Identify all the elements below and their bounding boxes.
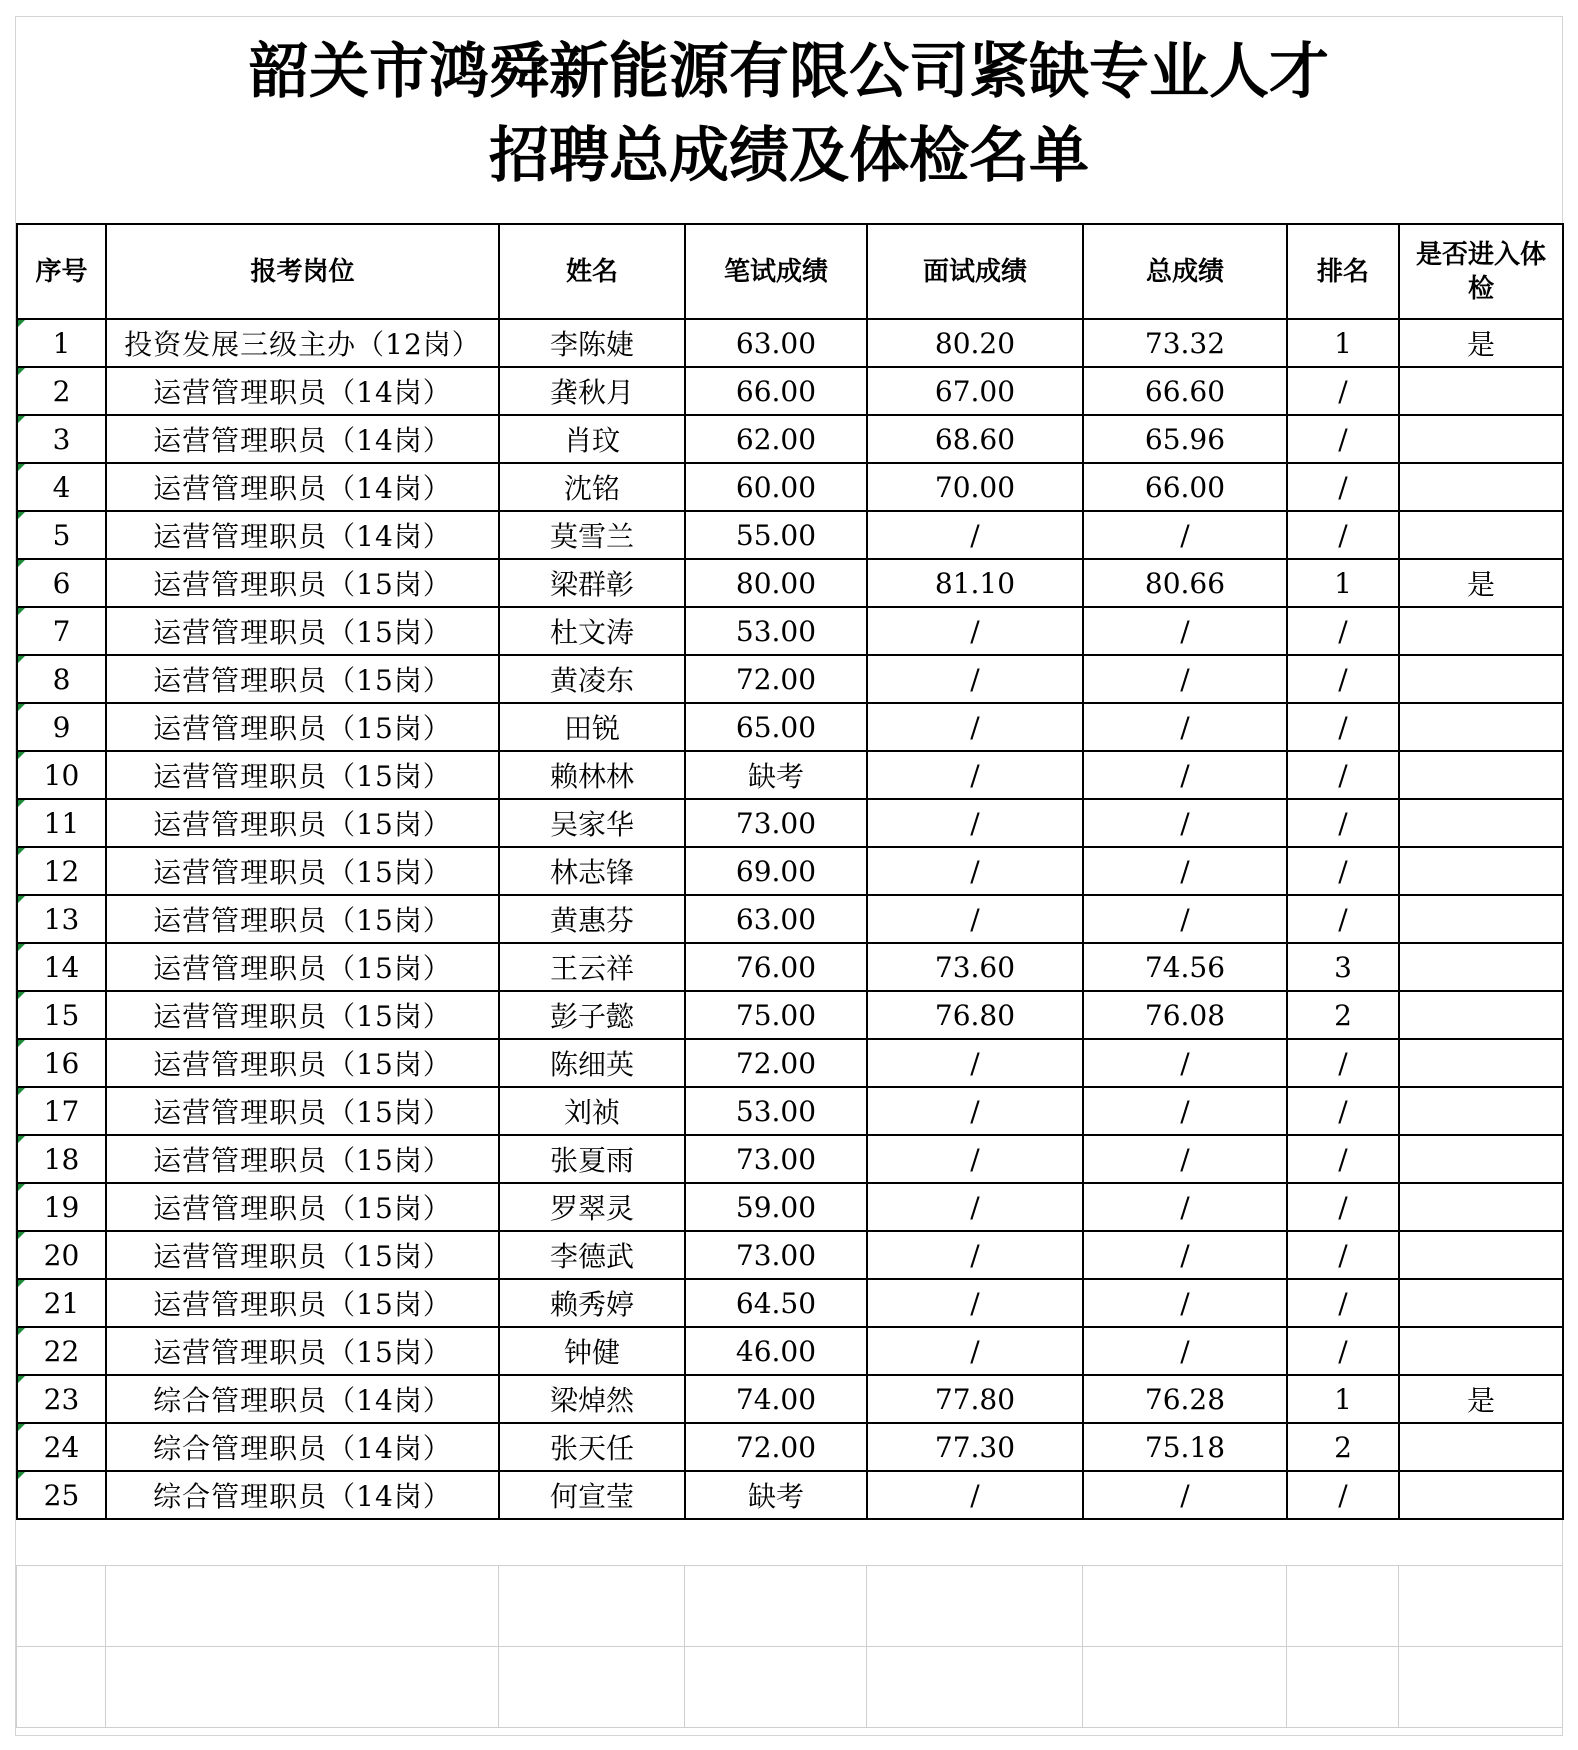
cell-interview-score: /: [867, 1231, 1083, 1279]
cell-total-score: 74.56: [1083, 943, 1287, 991]
table-row: [17, 1039, 1563, 1087]
cell-physical-exam: [1399, 703, 1563, 751]
cell-total-score: 66.00: [1083, 463, 1287, 511]
cell-total-score: 65.96: [1083, 415, 1287, 463]
cell-index: 14: [17, 943, 106, 991]
cell-rank: /: [1287, 511, 1399, 559]
cell-name: 陈细英: [499, 1039, 685, 1087]
cell-physical-exam: [1399, 1183, 1563, 1231]
cell-total-score: 66.60: [1083, 367, 1287, 415]
cell-name: 莫雪兰: [499, 511, 685, 559]
cell-total-score: 73.32: [1083, 319, 1287, 367]
cell-position: 运营管理职员（15岗）: [106, 1087, 499, 1135]
empty-cell: [17, 1566, 106, 1647]
cell-written-score: 64.50: [685, 1279, 867, 1327]
results-table: [16, 223, 1564, 1520]
cell-interview-score: /: [867, 1183, 1083, 1231]
cell-name: 彭子懿: [499, 991, 685, 1039]
cell-physical-exam: [1399, 895, 1563, 943]
cell-written-score: 76.00: [685, 943, 867, 991]
cell-total-score: /: [1083, 1231, 1287, 1279]
cell-written-score: 缺考: [685, 751, 867, 799]
cell-written-score: 72.00: [685, 1039, 867, 1087]
cell-name: 黄惠芬: [499, 895, 685, 943]
cell-physical-exam: [1399, 1327, 1563, 1375]
cell-total-score: /: [1083, 847, 1287, 895]
header-position: 报考岗位: [106, 224, 499, 319]
cell-index: 9: [17, 703, 106, 751]
table-row: [17, 607, 1563, 655]
cell-rank: /: [1287, 703, 1399, 751]
empty-cell: [106, 1647, 499, 1728]
cell-rank: /: [1287, 1231, 1399, 1279]
cell-total-score: /: [1083, 1327, 1287, 1375]
cell-name: 李德武: [499, 1231, 685, 1279]
table-row: [17, 1471, 1563, 1519]
cell-physical-exam: [1399, 367, 1563, 415]
table-row: [17, 703, 1563, 751]
empty-cell: [1083, 1647, 1287, 1728]
cell-position: 运营管理职员（15岗）: [106, 559, 499, 607]
empty-cell: [1083, 1566, 1287, 1647]
cell-name: 张天任: [499, 1423, 685, 1471]
table-row: [17, 895, 1563, 943]
cell-written-score: 缺考: [685, 1471, 867, 1519]
cell-interview-score: 68.60: [867, 415, 1083, 463]
cell-interview-score: /: [867, 847, 1083, 895]
cell-written-score: 60.00: [685, 463, 867, 511]
cell-position: 运营管理职员（15岗）: [106, 1135, 499, 1183]
header-interview-score: 面试成绩: [867, 224, 1083, 319]
cell-position: 运营管理职员（14岗）: [106, 415, 499, 463]
cell-position: 运营管理职员（15岗）: [106, 1327, 499, 1375]
cell-name: 田锐: [499, 703, 685, 751]
cell-physical-exam: 是: [1399, 319, 1563, 367]
cell-interview-score: /: [867, 799, 1083, 847]
cell-interview-score: /: [867, 655, 1083, 703]
cell-total-score: /: [1083, 1471, 1287, 1519]
table-row: [17, 1375, 1563, 1423]
cell-position: 综合管理职员（14岗）: [106, 1423, 499, 1471]
cell-written-score: 74.00: [685, 1375, 867, 1423]
cell-position: 投资发展三级主办（12岗）: [106, 319, 499, 367]
table-row: [17, 1231, 1563, 1279]
cell-name: 肖玟: [499, 415, 685, 463]
cell-written-score: 53.00: [685, 1087, 867, 1135]
cell-index: 3: [17, 415, 106, 463]
cell-name: 林志锋: [499, 847, 685, 895]
header-rank: 排名: [1287, 224, 1399, 319]
cell-total-score: /: [1083, 895, 1287, 943]
cell-physical-exam: [1399, 1423, 1563, 1471]
table-row: [17, 511, 1563, 559]
cell-interview-score: 77.30: [867, 1423, 1083, 1471]
table-row: [17, 1135, 1563, 1183]
cell-rank: 1: [1287, 559, 1399, 607]
cell-position: 综合管理职员（14岗）: [106, 1375, 499, 1423]
cell-total-score: /: [1083, 703, 1287, 751]
cell-interview-score: /: [867, 607, 1083, 655]
cell-index: 13: [17, 895, 106, 943]
cell-index: 1: [17, 319, 106, 367]
cell-position: 运营管理职员（14岗）: [106, 367, 499, 415]
cell-rank: /: [1287, 607, 1399, 655]
cell-position: 运营管理职员（15岗）: [106, 991, 499, 1039]
cell-index: 19: [17, 1183, 106, 1231]
empty-cell: [685, 1566, 867, 1647]
cell-interview-score: /: [867, 895, 1083, 943]
cell-written-score: 72.00: [685, 1423, 867, 1471]
cell-physical-exam: [1399, 1471, 1563, 1519]
cell-total-score: /: [1083, 655, 1287, 703]
cell-physical-exam: [1399, 1279, 1563, 1327]
cell-total-score: /: [1083, 1039, 1287, 1087]
cell-total-score: /: [1083, 1183, 1287, 1231]
cell-physical-exam: [1399, 607, 1563, 655]
table-row: [17, 799, 1563, 847]
cell-physical-exam: [1399, 415, 1563, 463]
cell-index: 8: [17, 655, 106, 703]
cell-index: 4: [17, 463, 106, 511]
cell-name: 张夏雨: [499, 1135, 685, 1183]
title-line-1: 韶关市鸿舜新能源有限公司紧缺专业人才: [249, 37, 1329, 107]
header-physical-exam: 是否进入体检: [1399, 224, 1563, 319]
cell-position: 运营管理职员（15岗）: [106, 703, 499, 751]
table-row: [17, 847, 1563, 895]
results-body: [17, 319, 1563, 1519]
cell-index: 17: [17, 1087, 106, 1135]
empty-cell: [867, 1647, 1083, 1728]
cell-interview-score: /: [867, 1279, 1083, 1327]
empty-row: [17, 1647, 1563, 1728]
title-line-2: 招聘总成绩及体检名单: [489, 121, 1089, 191]
cell-interview-score: 73.60: [867, 943, 1083, 991]
cell-interview-score: 77.80: [867, 1375, 1083, 1423]
cell-name: 钟健: [499, 1327, 685, 1375]
cell-interview-score: /: [867, 1087, 1083, 1135]
cell-position: 运营管理职员（15岗）: [106, 1231, 499, 1279]
cell-written-score: 66.00: [685, 367, 867, 415]
cell-physical-exam: [1399, 1135, 1563, 1183]
cell-index: 5: [17, 511, 106, 559]
cell-physical-exam: [1399, 511, 1563, 559]
cell-rank: /: [1287, 655, 1399, 703]
document-title: [16, 30, 1562, 198]
cell-position: 运营管理职员（15岗）: [106, 751, 499, 799]
empty-cell: [1399, 1566, 1563, 1647]
cell-interview-score: /: [867, 1039, 1083, 1087]
table-row: [17, 559, 1563, 607]
cell-physical-exam: [1399, 1231, 1563, 1279]
cell-index: 2: [17, 367, 106, 415]
cell-total-score: /: [1083, 607, 1287, 655]
header-written-score: 笔试成绩: [685, 224, 867, 319]
empty-row: [17, 1566, 1563, 1647]
cell-rank: /: [1287, 847, 1399, 895]
cell-index: 15: [17, 991, 106, 1039]
cell-total-score: /: [1083, 1087, 1287, 1135]
table-row: [17, 1327, 1563, 1375]
cell-index: 23: [17, 1375, 106, 1423]
cell-position: 运营管理职员（15岗）: [106, 895, 499, 943]
cell-written-score: 75.00: [685, 991, 867, 1039]
empty-cell: [1287, 1647, 1399, 1728]
table-row: [17, 991, 1563, 1039]
cell-name: 王云祥: [499, 943, 685, 991]
cell-physical-exam: 是: [1399, 1375, 1563, 1423]
cell-rank: /: [1287, 1135, 1399, 1183]
cell-written-score: 72.00: [685, 655, 867, 703]
empty-cell: [499, 1647, 685, 1728]
cell-rank: /: [1287, 799, 1399, 847]
cell-written-score: 63.00: [685, 319, 867, 367]
cell-total-score: /: [1083, 1135, 1287, 1183]
table-row: [17, 1183, 1563, 1231]
cell-position: 运营管理职员（15岗）: [106, 1039, 499, 1087]
grid-line: [15, 16, 1563, 17]
cell-physical-exam: [1399, 943, 1563, 991]
cell-position: 运营管理职员（15岗）: [106, 655, 499, 703]
cell-position: 运营管理职员（15岗）: [106, 847, 499, 895]
cell-name: 刘祯: [499, 1087, 685, 1135]
cell-rank: 1: [1287, 319, 1399, 367]
cell-total-score: 75.18: [1083, 1423, 1287, 1471]
cell-index: 24: [17, 1423, 106, 1471]
table-row: [17, 655, 1563, 703]
cell-index: 22: [17, 1327, 106, 1375]
empty-grid: [16, 1565, 1563, 1728]
empty-cell: [685, 1647, 867, 1728]
cell-index: 20: [17, 1231, 106, 1279]
cell-physical-exam: [1399, 1087, 1563, 1135]
cell-rank: /: [1287, 751, 1399, 799]
table-row: [17, 415, 1563, 463]
cell-name: 黄凌东: [499, 655, 685, 703]
cell-index: 7: [17, 607, 106, 655]
cell-name: 李陈婕: [499, 319, 685, 367]
cell-rank: 3: [1287, 943, 1399, 991]
cell-rank: /: [1287, 1471, 1399, 1519]
table-row: [17, 463, 1563, 511]
cell-position: 运营管理职员（15岗）: [106, 1183, 499, 1231]
header-index: 序号: [17, 224, 106, 319]
cell-physical-exam: 是: [1399, 559, 1563, 607]
table-row: [17, 1087, 1563, 1135]
cell-total-score: 80.66: [1083, 559, 1287, 607]
table-row: [17, 1423, 1563, 1471]
cell-name: 罗翠灵: [499, 1183, 685, 1231]
cell-rank: /: [1287, 895, 1399, 943]
cell-total-score: /: [1083, 799, 1287, 847]
cell-physical-exam: [1399, 991, 1563, 1039]
table-row: [17, 319, 1563, 367]
cell-position: 运营管理职员（15岗）: [106, 799, 499, 847]
cell-interview-score: /: [867, 751, 1083, 799]
cell-physical-exam: [1399, 655, 1563, 703]
cell-position: 运营管理职员（14岗）: [106, 463, 499, 511]
cell-rank: /: [1287, 1183, 1399, 1231]
cell-total-score: 76.08: [1083, 991, 1287, 1039]
header-total-score: 总成绩: [1083, 224, 1287, 319]
empty-cell: [1399, 1647, 1563, 1728]
cell-index: 18: [17, 1135, 106, 1183]
cell-written-score: 73.00: [685, 1135, 867, 1183]
empty-cell: [17, 1647, 106, 1728]
cell-interview-score: /: [867, 1135, 1083, 1183]
cell-rank: /: [1287, 1279, 1399, 1327]
cell-index: 11: [17, 799, 106, 847]
cell-rank: /: [1287, 463, 1399, 511]
cell-written-score: 65.00: [685, 703, 867, 751]
empty-cell: [1287, 1566, 1399, 1647]
cell-name: 梁焯然: [499, 1375, 685, 1423]
empty-cell: [106, 1566, 499, 1647]
empty-cell: [867, 1566, 1083, 1647]
cell-rank: 1: [1287, 1375, 1399, 1423]
cell-written-score: 73.00: [685, 799, 867, 847]
header-name: 姓名: [499, 224, 685, 319]
cell-rank: /: [1287, 1087, 1399, 1135]
cell-total-score: /: [1083, 1279, 1287, 1327]
cell-index: 6: [17, 559, 106, 607]
cell-total-score: /: [1083, 511, 1287, 559]
cell-interview-score: 67.00: [867, 367, 1083, 415]
cell-written-score: 63.00: [685, 895, 867, 943]
cell-interview-score: 70.00: [867, 463, 1083, 511]
cell-name: 龚秋月: [499, 367, 685, 415]
cell-position: 运营管理职员（14岗）: [106, 511, 499, 559]
cell-interview-score: /: [867, 511, 1083, 559]
cell-written-score: 62.00: [685, 415, 867, 463]
cell-written-score: 53.00: [685, 607, 867, 655]
cell-physical-exam: [1399, 751, 1563, 799]
cell-name: 赖秀婷: [499, 1279, 685, 1327]
cell-index: 10: [17, 751, 106, 799]
grid-line: [15, 1735, 1563, 1736]
cell-name: 吴家华: [499, 799, 685, 847]
cell-rank: 2: [1287, 991, 1399, 1039]
cell-written-score: 59.00: [685, 1183, 867, 1231]
cell-position: 运营管理职员（15岗）: [106, 943, 499, 991]
table-row: [17, 751, 1563, 799]
cell-position: 运营管理职员（15岗）: [106, 607, 499, 655]
cell-position: 运营管理职员（15岗）: [106, 1279, 499, 1327]
cell-total-score: 76.28: [1083, 1375, 1287, 1423]
cell-written-score: 80.00: [685, 559, 867, 607]
cell-interview-score: 76.80: [867, 991, 1083, 1039]
cell-name: 梁群彰: [499, 559, 685, 607]
cell-physical-exam: [1399, 463, 1563, 511]
cell-index: 25: [17, 1471, 106, 1519]
cell-rank: /: [1287, 415, 1399, 463]
table-row: [17, 1279, 1563, 1327]
cell-position: 综合管理职员（14岗）: [106, 1471, 499, 1519]
table-row: [17, 943, 1563, 991]
cell-index: 21: [17, 1279, 106, 1327]
cell-physical-exam: [1399, 847, 1563, 895]
cell-interview-score: /: [867, 1327, 1083, 1375]
cell-written-score: 46.00: [685, 1327, 867, 1375]
cell-name: 杜文涛: [499, 607, 685, 655]
cell-name: 赖林林: [499, 751, 685, 799]
cell-rank: /: [1287, 367, 1399, 415]
cell-interview-score: /: [867, 703, 1083, 751]
cell-rank: /: [1287, 1327, 1399, 1375]
empty-cell: [499, 1566, 685, 1647]
cell-written-score: 55.00: [685, 511, 867, 559]
cell-written-score: 73.00: [685, 1231, 867, 1279]
cell-interview-score: 81.10: [867, 559, 1083, 607]
cell-index: 16: [17, 1039, 106, 1087]
cell-written-score: 69.00: [685, 847, 867, 895]
cell-name: 沈铭: [499, 463, 685, 511]
header-row: [17, 224, 1563, 319]
cell-total-score: /: [1083, 751, 1287, 799]
cell-interview-score: 80.20: [867, 319, 1083, 367]
cell-interview-score: /: [867, 1471, 1083, 1519]
table-row: [17, 367, 1563, 415]
cell-rank: 2: [1287, 1423, 1399, 1471]
cell-physical-exam: [1399, 1039, 1563, 1087]
cell-rank: /: [1287, 1039, 1399, 1087]
cell-name: 何宣莹: [499, 1471, 685, 1519]
cell-physical-exam: [1399, 799, 1563, 847]
cell-index: 12: [17, 847, 106, 895]
